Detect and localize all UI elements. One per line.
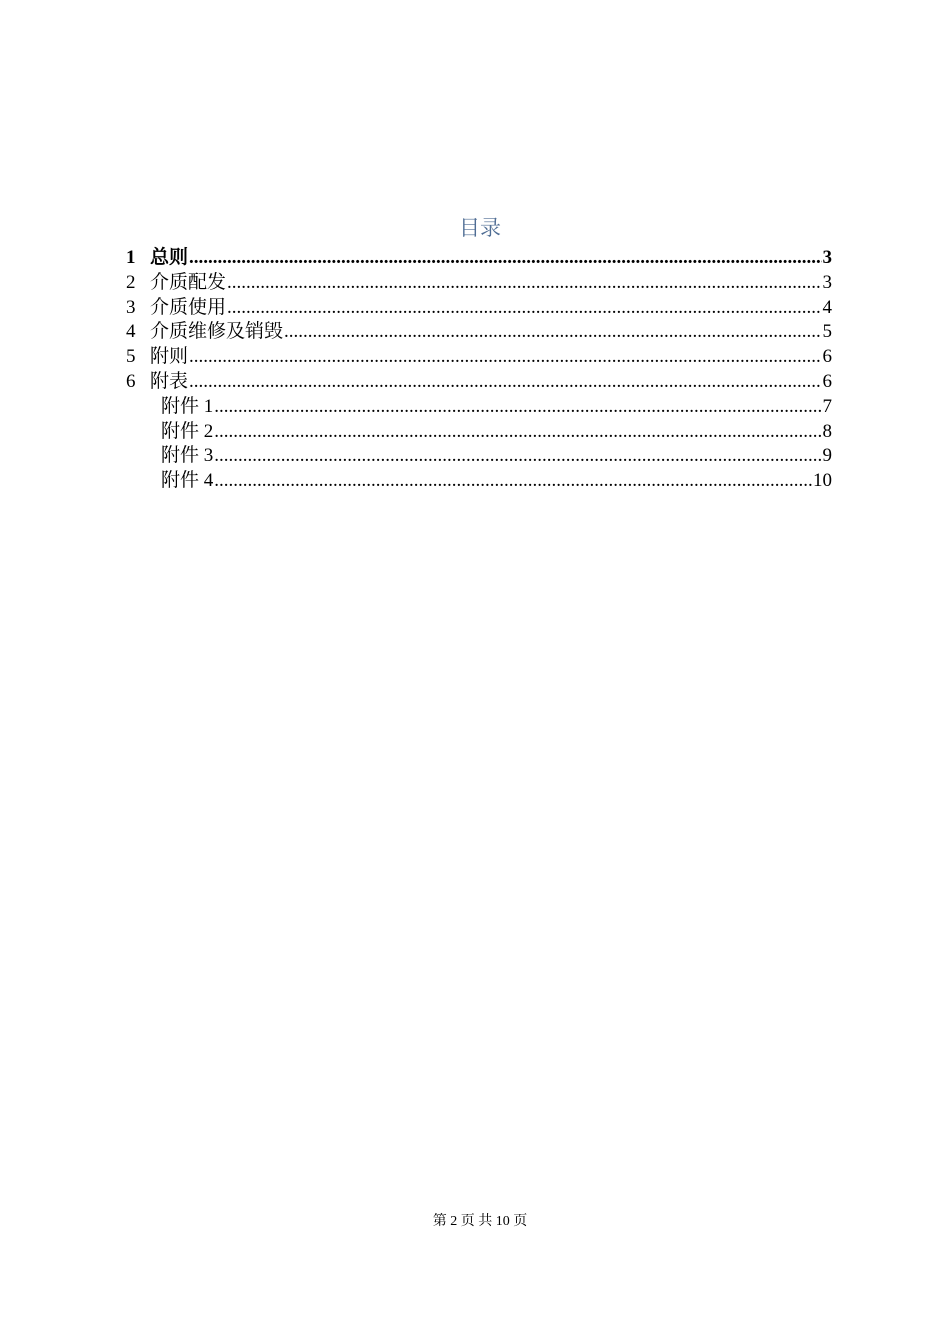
toc-entry-label: 附件 3 bbox=[161, 445, 214, 467]
toc-entry-page: 10 bbox=[813, 470, 832, 492]
toc-entry-label: 介质配发 bbox=[150, 271, 227, 293]
toc-entry-media-usage[interactable] bbox=[126, 296, 832, 321]
toc-entry-number: 5 bbox=[126, 346, 136, 368]
toc-dot-leader bbox=[214, 420, 821, 445]
toc-entry-page: 9 bbox=[822, 445, 832, 467]
toc-dot-leader bbox=[214, 395, 821, 420]
toc-entry-attachment-2[interactable] bbox=[126, 420, 832, 445]
toc-entry-number: 3 bbox=[126, 296, 136, 318]
table-of-contents bbox=[126, 246, 832, 494]
toc-entry-number: 2 bbox=[126, 271, 136, 293]
toc-entry-general[interactable] bbox=[126, 246, 832, 271]
toc-entry-label: 介质使用 bbox=[150, 296, 227, 318]
toc-dot-leader bbox=[189, 246, 821, 271]
toc-entry-page: 5 bbox=[822, 321, 832, 343]
toc-entry-media-distribution[interactable] bbox=[126, 271, 832, 296]
toc-entry-page: 7 bbox=[822, 395, 832, 417]
toc-entry-label: 附则 bbox=[150, 346, 189, 368]
toc-dot-leader bbox=[227, 271, 821, 296]
toc-title: 目录 bbox=[459, 216, 501, 240]
toc-entry-attachment-3[interactable] bbox=[126, 444, 832, 469]
page-footer: 第 2 页 共 10 页 bbox=[432, 1214, 528, 1229]
toc-entry-number: 4 bbox=[126, 321, 136, 343]
toc-entry-appendix-tables[interactable] bbox=[126, 370, 832, 395]
toc-entry-page: 4 bbox=[822, 296, 832, 318]
toc-dot-leader bbox=[227, 296, 821, 321]
toc-entry-label: 附件 4 bbox=[161, 470, 214, 492]
toc-entry-attachment-1[interactable] bbox=[126, 395, 832, 420]
toc-entry-page: 6 bbox=[822, 346, 832, 368]
toc-entry-label: 附表 bbox=[150, 370, 189, 392]
toc-entry-page: 3 bbox=[822, 247, 832, 268]
toc-entry-label: 介质维修及销毁 bbox=[150, 321, 284, 343]
toc-dot-leader bbox=[214, 469, 812, 494]
toc-entry-page: 8 bbox=[822, 420, 832, 442]
toc-dot-leader bbox=[189, 345, 821, 370]
toc-entry-attachment-4[interactable] bbox=[126, 469, 832, 494]
toc-entry-supplementary-provisions[interactable] bbox=[126, 345, 832, 370]
toc-dot-leader bbox=[214, 444, 821, 469]
toc-dot-leader bbox=[189, 370, 821, 395]
toc-dot-leader bbox=[284, 320, 821, 345]
toc-entry-number: 6 bbox=[126, 370, 136, 392]
toc-entry-media-repair-destruction[interactable] bbox=[126, 320, 832, 345]
toc-entry-page: 3 bbox=[822, 271, 832, 293]
toc-entry-number: 1 bbox=[126, 247, 136, 268]
toc-entry-label: 总则 bbox=[150, 247, 189, 268]
toc-entry-label: 附件 2 bbox=[161, 420, 214, 442]
toc-entry-page: 6 bbox=[822, 370, 832, 392]
toc-entry-label: 附件 1 bbox=[161, 395, 214, 417]
